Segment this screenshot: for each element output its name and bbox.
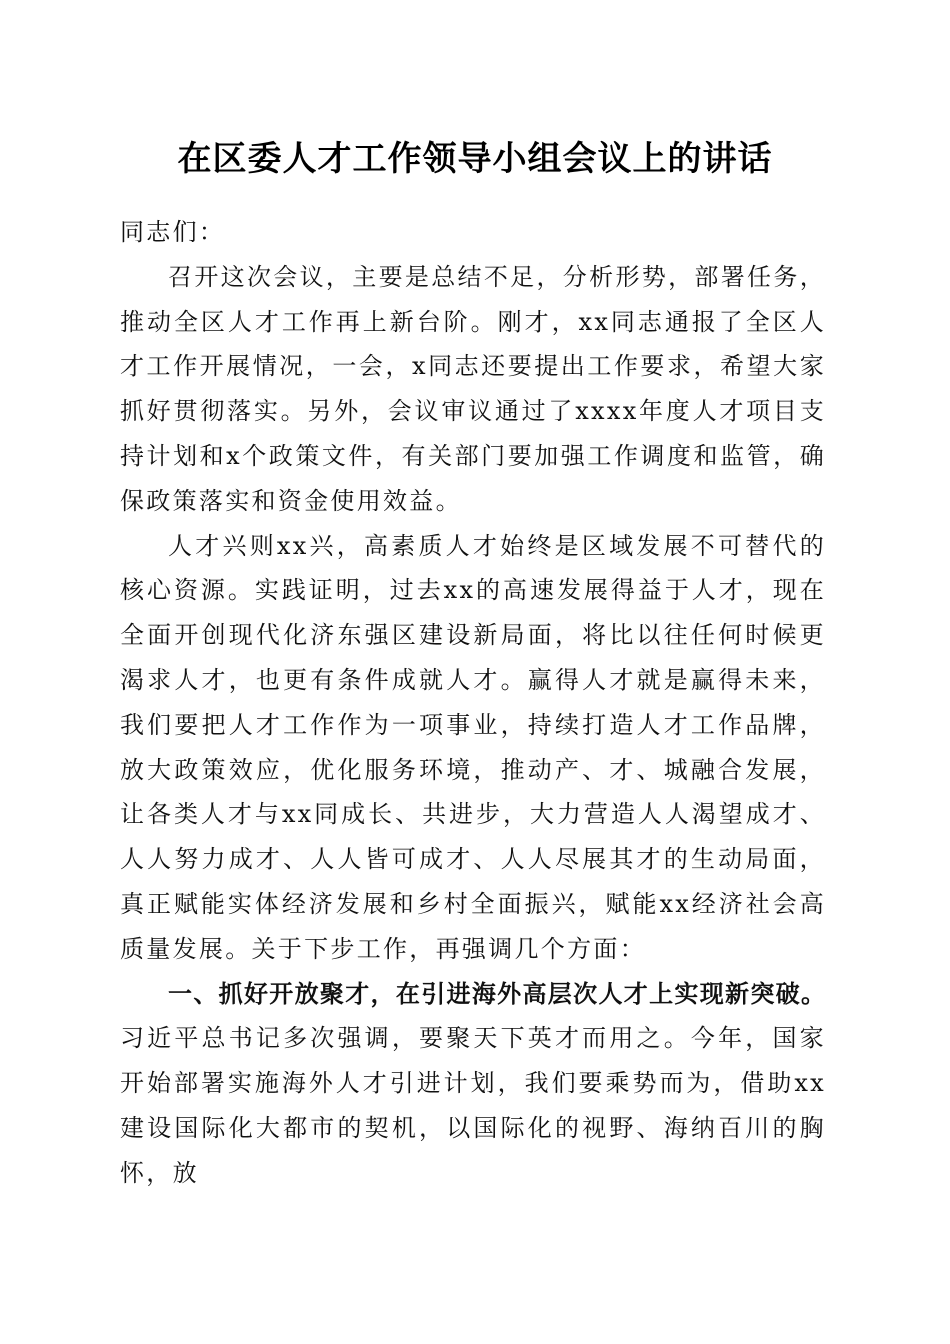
section-1-paragraph	[120, 972, 826, 1196]
section-1-text: 习近平总书记多次强调，要聚天下英才而用之。今年，国家开始部署实施海外人才引进计划，我们要乘势而为，借助xx建设国际化大都市的契机，以国际化的视野、海纳百川的胸怀，放	[120, 1024, 826, 1187]
paragraph-2: 人才兴则xx兴，高素质人才始终是区域发展不可替代的核心资源。实践证明，过去xx的高速发展得益于人才，现在全面开创现代化济东强区建设新局面，将比以往任何时候更渴求人才，也更有条件成就人才。赢得人才就是赢得未来，我们要把人才工作作为一项事业，持续打造人才工作品牌，放大政策效应，优化服务环境，推动产、才、城融合发展，让各类人才与xx同成长、共进步，大力营造人人渴望成才、人人努力成才、人人皆可成才、人人尽展其才的生动局面，真正赋能实体经济发展和乡村全面振兴，赋能xx经济社会高质量发展。关于下步工作，再强调几个方面：	[120, 531, 826, 963]
salutation: 同志们：	[120, 218, 226, 246]
document-title: 在区委人才工作领导小组会议上的讲话	[177, 139, 773, 179]
paragraph-1: 召开这次会议，主要是总结不足，分析形势，部署任务，推动全区人才工作再上新台阶。刚才，xx同志通报了全区人才工作开展情况，一会，x同志还要提出工作要求，希望大家抓好贯彻落实。另外，会议审议通过了xxxx年度人才项目支持计划和x个政策文件，有关部门要加强工作调度和监管，确保政策落实和资金使用效益。	[120, 262, 826, 515]
section-1-heading: 一、抓好开放聚才，在引进海外高层次人才上实现新突破。	[168, 979, 826, 1008]
document-body	[120, 210, 826, 1196]
